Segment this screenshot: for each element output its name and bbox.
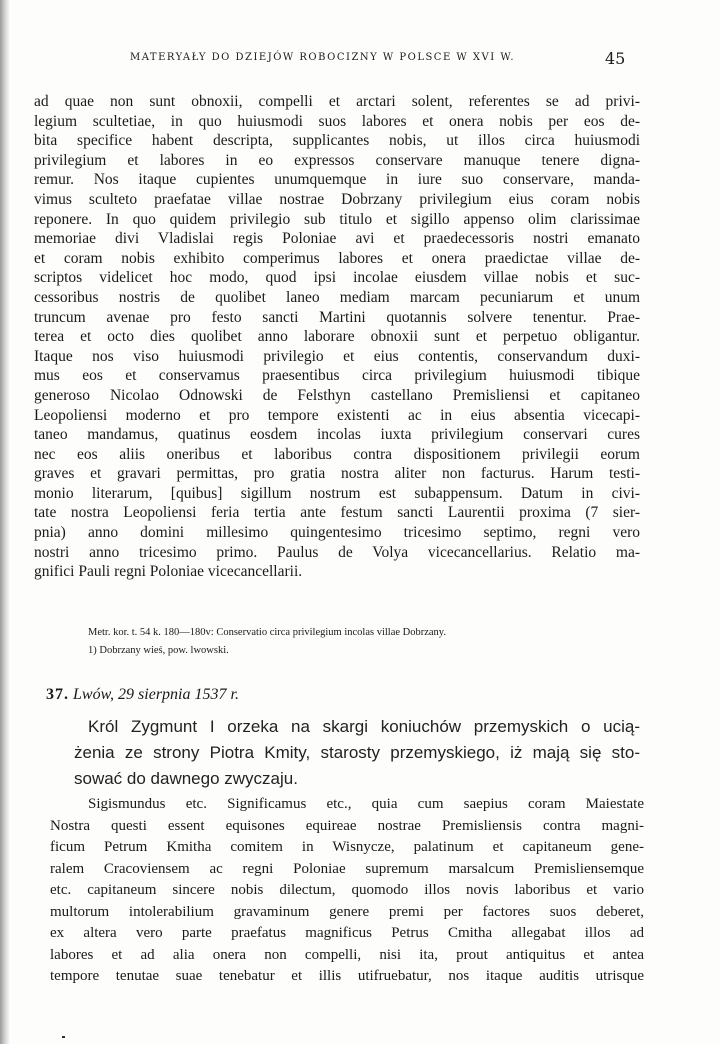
text-line: ralem Cracoviensem ac regni Poloniae supremum marsalcum Premisliensemque — [50, 860, 644, 877]
page-number: 45 — [605, 49, 626, 68]
summary-line: sować do dawnego zwyczaju. — [74, 769, 298, 788]
text-line: pnia) anno domini millesimo quingentesimo tricesimo septimo, regni vero — [34, 524, 640, 542]
text-line: scriptos videlicet hoc modo, quod ipsi incolae eiusdem villae nobis et suc- — [34, 269, 640, 287]
summary-line: Król Zygmunt I orzeka na skargi koniuchów przemyskich o ucią- — [88, 717, 640, 736]
text-line: memoriae divi Vladislai regis Poloniae avi et praedecessoris nostri emanato — [34, 230, 640, 248]
text-line: remur. Nos itaque cupientes unumquemque in iure suo conservare, manda- — [34, 171, 640, 189]
text-line: tate nostra Leopoliensi feria tertia ante festum sancti Laurentii proxima (7 sier- — [34, 504, 640, 522]
text-line: nec eos aliis oneribus et laboribus contra dispositionem privilegii eorum — [34, 445, 640, 463]
document-place-date: Lwów, 29 sierpnia 1537 r. — [73, 686, 239, 703]
footnote-1: 1) Dobrzany wieś, pow. lwowski. — [88, 645, 229, 656]
text-line: legium scultetiae, in quo huiusmodi suos labores et onera nobis per eos de- — [34, 112, 640, 130]
page-edge-shadow — [0, 0, 10, 1044]
text-line: mus eos et conservamus praesentibus circa privilegium huiusmodi tibique — [34, 367, 640, 385]
text-line: taneo mandamus, quatinus eosdem incolas iuxta privilegium conservari cures — [34, 426, 640, 444]
text-line: tempore tenutae suae tenebatur et illis utifruebatur, nos itaque auditis utrisque — [50, 968, 644, 984]
footnotes — [88, 624, 608, 660]
text-line: terea et octo dies quolibet anno laborare obnoxii sunt et perpetuo obligantur. — [34, 328, 640, 346]
text-line: generoso Nicolao Odnowski de Felsthyn castellano Premisliensi et capitaneo — [34, 386, 640, 404]
text-line: ex altera vero parte praefatus magnificus Petrus Cmitha allegabat illos ad — [50, 925, 644, 941]
text-line: cessoribus nostris de quolibet laneo mediam marcam pecuniarum et unum — [34, 288, 640, 306]
text-line: Itaque nos viso huiusmodi privilegio et eius contentis, conservandum duxi- — [34, 347, 640, 365]
text-line: ficum Petrum Kmitha comitem in Wisnycze, palatinum et capitaneum gene- — [50, 839, 644, 855]
document-heading — [46, 686, 239, 704]
text-line: privilegium et labores in eo expressos conservare manuque tenere digna- — [34, 151, 640, 169]
footnote-source: Metr. kor. t. 54 k. 180—180v: Conservatio circa privilegium incolas villae Dobrzany. — [88, 627, 446, 638]
text-line: reponere. In quo quidem privilegio sub titulo et sigillo appenso olim clarissimae — [34, 210, 640, 228]
text-line: ad quae non sunt obnoxii, compelli et arctari solent, referentes se ad privi- — [34, 93, 640, 110]
text-line: multorum intolerabilium gravaminum genere premi per factores suos deberet, — [50, 903, 644, 920]
document-number: 37. — [46, 686, 69, 703]
text-line: nostri anno tricesimo primo. Paulus de Volya vicecancellarius. Relatio ma- — [34, 543, 640, 561]
text-line: Nostra questi essent equisones equireae nostrae Premisliensis contra magni- — [50, 817, 644, 834]
text-line: bita specifice habent descripta, supplicantes nobis, ut illos circa huiusmodi — [34, 132, 640, 150]
text-line: etc. capitaneum sincere nobis dilectum, quomodo illos novis laboribus et vario — [50, 882, 644, 898]
running-header: MATERYAŁY DO DZIEJÓW ROBOCIZNY W POLSCE W XVI W. — [130, 52, 516, 63]
ink-speck — [62, 1036, 65, 1038]
text-line: graves et gravari permittas, pro gratia nostra aliter non facturus. Harum testi- — [34, 465, 640, 483]
document-36-body — [34, 92, 640, 582]
document-summary — [74, 714, 640, 792]
text-line: et coram nobis exhibito comperimus labores et onera praedictae villae de- — [34, 249, 640, 267]
summary-line: żenia ze strony Piotra Kmity, starosty przemyskiego, iż mają się sto- — [74, 743, 640, 762]
text-line: Sigismundus etc. Significamus etc., quia cum saepius coram Maiestate — [88, 796, 644, 812]
text-line: labores et ad alia onera non compelli, nisi ita, prout antiquitus et antea — [50, 946, 644, 963]
text-line: truncum avenae pro festo sancti Martini quotannis solvere tenentur. Prae- — [34, 308, 640, 326]
text-line: monio literarum, [quibus] sigillum nostrum est subappensum. Datum in civi- — [34, 484, 640, 502]
document-37-body — [50, 794, 644, 988]
text-line: Leopoliensi moderno et pro tempore existenti ac in eius absentia vicecapi- — [34, 406, 640, 424]
text-line: vimus sculteto praefatae villae nostrae Dobrzany privilegium eius coram nobis — [34, 190, 640, 208]
text-line: gnifici Pauli regni Poloniae vicecancellarii. — [34, 563, 303, 581]
